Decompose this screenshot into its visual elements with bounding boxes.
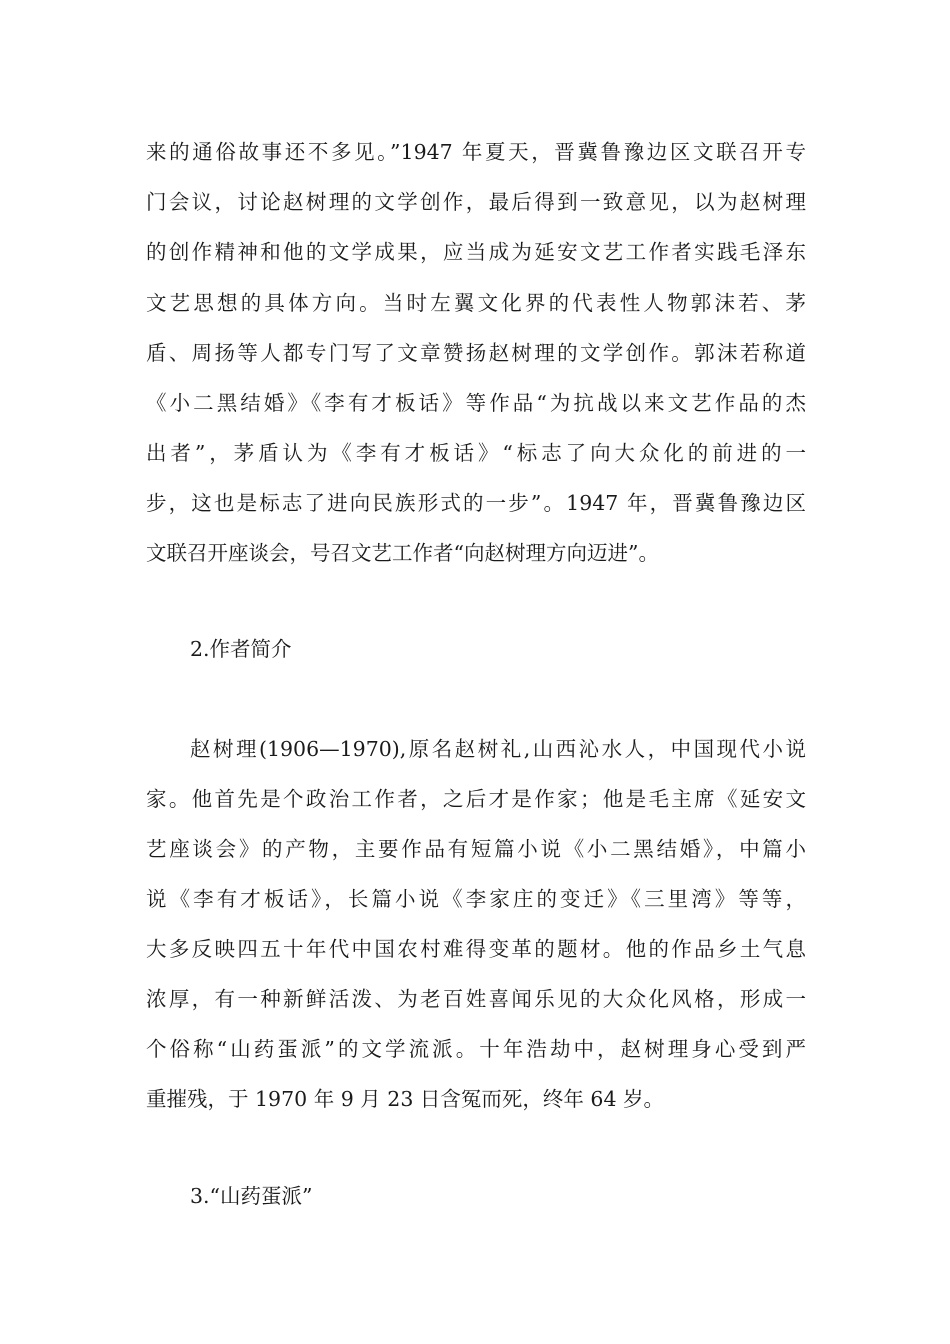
- paragraph-line: 盾、周扬等人都专门写了文章赞扬赵树理的文学创作。郭沫若称道: [146, 341, 806, 365]
- paragraph-line: 门会议，讨论赵树理的文学创作，最后得到一致意见，以为赵树理: [146, 190, 806, 214]
- section-heading-shanyaodan-school: 3.“山药蛋派”: [190, 1184, 313, 1208]
- paragraph-line: 步，这也是标志了进向民族形式的一步”。1947 年，晋冀鲁豫边区: [146, 491, 806, 515]
- paragraph-line: 《小二黑结婚》《李有才板话》等作品“为抗战以来文艺作品的杰: [146, 391, 806, 415]
- paragraph-line: 文联召开座谈会，号召文艺工作者“向赵树理方向迈进”。: [146, 541, 659, 565]
- paragraph-line: 艺座谈会》的产物，主要作品有短篇小说《小二黑结婚》，中篇小: [146, 837, 806, 861]
- paragraph-line: 家。他首先是个政治工作者，之后才是作家；他是毛主席《延安文: [146, 787, 806, 811]
- paragraph-line: 的创作精神和他的文学成果，应当成为延安文艺工作者实践毛泽东: [146, 240, 806, 264]
- paragraph-line: 个俗称“山药蛋派”的文学流派。十年浩劫中，赵树理身心受到严: [146, 1037, 806, 1061]
- paragraph-line: 大多反映四五十年代中国农村难得变革的题材。他的作品乡土气息: [146, 937, 806, 961]
- paragraph-line: 来的通俗故事还不多见。”1947 年夏天，晋冀鲁豫边区文联召开专: [146, 140, 806, 164]
- paragraph-line: 赵树理(1906—1970),原名赵树礼,山西沁水人，中国现代小说: [190, 737, 806, 761]
- paragraph-line: 浓厚，有一种新鲜活泼、为老百姓喜闻乐见的大众化风格，形成一: [146, 987, 806, 1011]
- paragraph-line: 出者”，茅盾认为《李有才板话》“标志了向大众化的前进的一: [146, 441, 806, 465]
- paragraph-line: 重摧残，于 1970 年 9 月 23 日含冤而死，终年 64 岁。: [146, 1087, 665, 1111]
- paragraph-line: 说《李有才板话》，长篇小说《李家庄的变迁》《三里湾》等等，: [146, 887, 806, 911]
- section-heading-author-intro: 2.作者简介: [190, 637, 292, 661]
- paragraph-line: 文艺思想的具体方向。当时左翼文化界的代表性人物郭沫若、茅: [146, 291, 806, 315]
